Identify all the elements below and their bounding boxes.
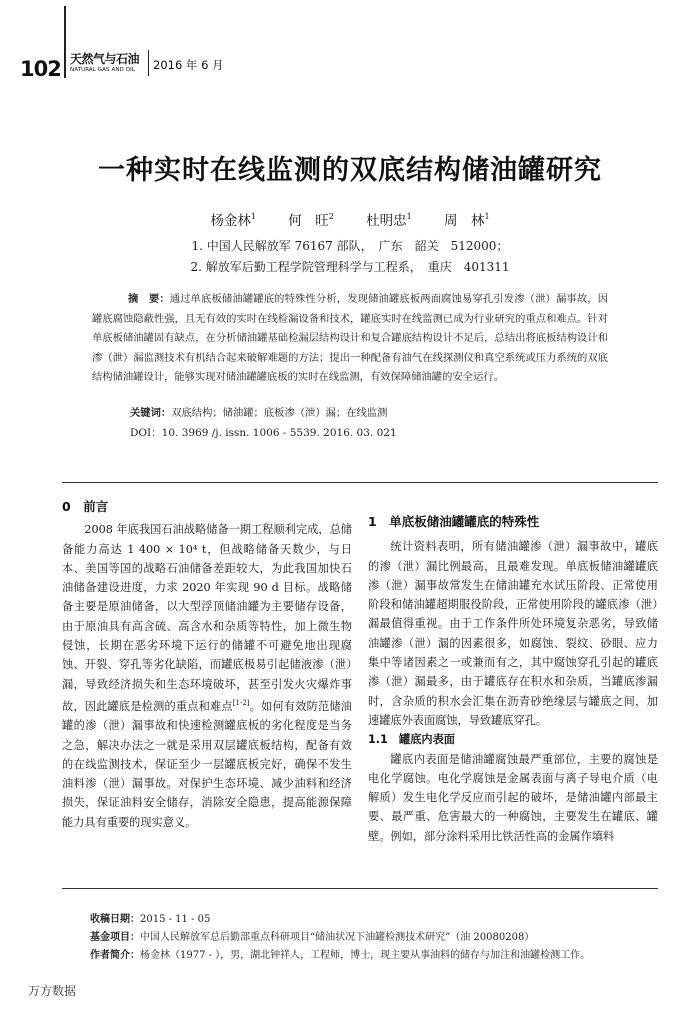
author: 何 旺$^2$ xyxy=(288,212,334,229)
footnote-funding: 基金项目：中国人民解放军总后勤部重点科研项目“储油状况下油罐检测技术研究”（油 20080208） xyxy=(90,932,535,943)
journal-title-en: NATURAL GAS AND OIL xyxy=(70,67,136,73)
section-1-1-paragraph: 罐底内表面是储油罐腐蚀最严重部位，主要的腐蚀是电化学腐蚀。电化学腐蚀是金属表面与离子导电介质（电解质）发生电化学反应而引起的破坏，是储油罐内部最主要、最严重、危害最大的一种腐蚀，主要发生在罐底、罐壁。例如，部分涂料采用比铁活性高的金属作填料 xyxy=(368,752,658,843)
abstract xyxy=(92,290,608,388)
author: 杨金林$^1$ xyxy=(210,212,256,229)
author-list xyxy=(0,209,700,229)
footnote-divider xyxy=(62,888,658,889)
doi: DOI：10. 3969 /j. issn. 1006 - 5539. 2016. 03. 021 xyxy=(130,427,397,439)
keywords-text: 双底结构；储油罐；底板渗（泄）漏；在线监测 xyxy=(171,407,388,419)
author: 周 林$^1$ xyxy=(444,212,490,229)
right-column xyxy=(368,512,658,846)
section-heading-1: 1 单底板储油罐罐底的特殊性 xyxy=(368,514,540,529)
journal-title-cn: 天然气与石油 xyxy=(70,52,140,66)
footnote-author-bio: 作者简介：杨金林（1977 - ），男，湖北钟祥人，工程师，博士，现主要从事油料的储存与加注和油罐检测工作。 xyxy=(90,950,591,961)
header-vertical-rule xyxy=(64,6,66,78)
author: 杜明忠$^1$ xyxy=(366,212,412,229)
keywords-label: 关键词： xyxy=(130,407,172,419)
left-column xyxy=(62,497,352,832)
affiliation-2: 2. 解放军后勤工程学院管理科学与工程系， 重庆 401311 xyxy=(190,260,510,274)
footnote-received: 收稿日期：2015 - 11 - 05 xyxy=(90,914,211,925)
keywords xyxy=(130,404,387,419)
section-heading-intro: 0 前言 xyxy=(62,499,109,514)
section-1-paragraph: 统计资料表明，所有储油罐渗（泄）漏事故中，罐底的渗（泄）漏比例最高，且最难发现。单底板储油罐罐底渗（泄）漏事故常发生在储油罐充水试压阶段、正常使用阶段和储油罐超期服役阶段，正常使用阶段的罐底渗（泄）漏最值得重视。由于工作条件所处环境复杂恶劣，导致储油罐渗（泄）漏的因素很多，如腐蚀、裂纹、砂眼、应力集中等诸因素之一或兼而有之，其中腐蚀穿孔引起的罐底渗（泄）漏最多，由于罐底存在积水和杂质，当罐底渗漏时，含杂质的积水会汇集在沥青砂绝缘层与罐底之间，加速罐底外表面腐蚀，导致罐底穿孔。 xyxy=(368,540,658,727)
wanfang-watermark: 万方数据 xyxy=(28,984,77,998)
page-number: 102 xyxy=(20,57,61,81)
issue-date: 2016 年 6 月 xyxy=(153,58,224,72)
header-divider xyxy=(148,50,149,76)
abstract-text: 通过单底板储油罐罐底的特殊性分析，发现储油罐底板两面腐蚀易穿孔引发渗（泄）漏事故，因罐底腐蚀隐蔽性强，且无有效的实时在线检漏设备和技术，罐底实时在线监测已成为行业研究的重点和难点。针对单底板储油罐固有缺点，在分析储油罐基础检漏层结构设计和复合罐底结构设计不足后，总结出将底板结构设计和渗（泄）漏监测技术有机结合起来破解难题的方法；提出一种配备有油气在线探测仪和真空系统或压力系统的双底结构储油罐设计，能够实现对储油罐罐底板的实时在线监测，有效保障储油罐的安全运行。 xyxy=(92,293,609,384)
affiliation-1: 1. 中国人民解放军 76167 部队， 广东 韶关 512000； xyxy=(191,239,509,253)
section-divider xyxy=(62,482,658,483)
intro-paragraph: 2008 年底我国石油战略储备一期工程顺利完成，总储备能力高达 1 400 × 10⁴ t，但战略储备天数少，与日本、美国等国的战略石油储备差距较大，为此我国加快石油储备建设进度，力求 2020 年实现 90 d 目标。战略储备主要是原油储备，以大型浮顶储油罐为主要储存设备，由于原油具有高含硫、高含水和杂质等特性，加上微生物侵蚀，长期在恶劣环境下运行的储罐不可避免地出现腐蚀、开裂、穿孔等劣化缺陷，而罐底极易引起储液渗（泄）漏，导致经济损失和生态环境破坏，甚至引发火灾爆炸事故，因此罐底是检测的重点和难点[1-2]。如何有效防范储油罐的渗（泄）漏事故和快速检测罐底板的劣化程度是当务之急，解决办法之一就是采用双层罐底板结构，配备有效的在线监测技术，保证至少一层罐底板完好，确保不发生油料渗（泄）漏事故。对保护生态环境、减少油料和经济损失，保证油料安全储存，消除安全隐患，提高能源保障能力具有重要的现实意义。 xyxy=(62,523,352,829)
abstract-label: 摘 要： xyxy=(128,293,170,305)
subsection-heading-1-1: 1.1 罐底内表面 xyxy=(368,733,455,747)
citation: [1-2] xyxy=(232,698,250,707)
paper-title: 一种实时在线监测的双底结构储油罐研究 xyxy=(98,155,602,186)
